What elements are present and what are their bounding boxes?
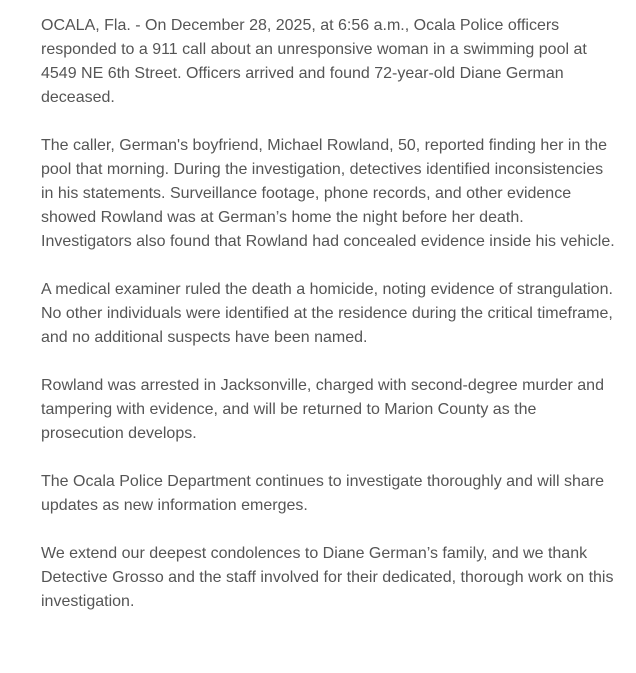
paragraph-medical-examiner: A medical examiner ruled the death a homicide, noting evidence of strangulation. No other individuals were identified at the residence during the critical timeframe, and no additional suspects have been named. xyxy=(41,281,613,346)
article-body xyxy=(41,14,616,614)
paragraph-arrest: Rowland was arrested in Jacksonville, charged with second-degree murder and tampering with evidence, and will be returned to Marion County as the prosecution develops. xyxy=(41,377,604,442)
paragraph-ongoing: The Ocala Police Department continues to investigate thoroughly and will share updates as new information emerges. xyxy=(41,473,604,514)
paragraph-incident: OCALA, Fla. - On December 28, 2025, at 6:56 a.m., Ocala Police officers responded to a 911 call about an unresponsive woman in a swimming pool at 4549 NE 6th Street. Officers arrived and found 72-year-old Diane German deceased. xyxy=(41,17,587,106)
paragraph-condolences: We extend our deepest condolences to Diane German’s family, and we thank Detective Grosso and the staff involved for their dedicated, thorough work on this investigation. xyxy=(41,545,614,610)
paragraph-investigation: The caller, German's boyfriend, Michael Rowland, 50, reported finding her in the pool that morning. During the investigation, detectives identified inconsistencies in his statements. Surveillance footage, phone records, and other evidence showed Rowland was at German’s home the night before her death. Investigators also found that Rowland had concealed evidence inside his vehicle. xyxy=(41,137,615,250)
